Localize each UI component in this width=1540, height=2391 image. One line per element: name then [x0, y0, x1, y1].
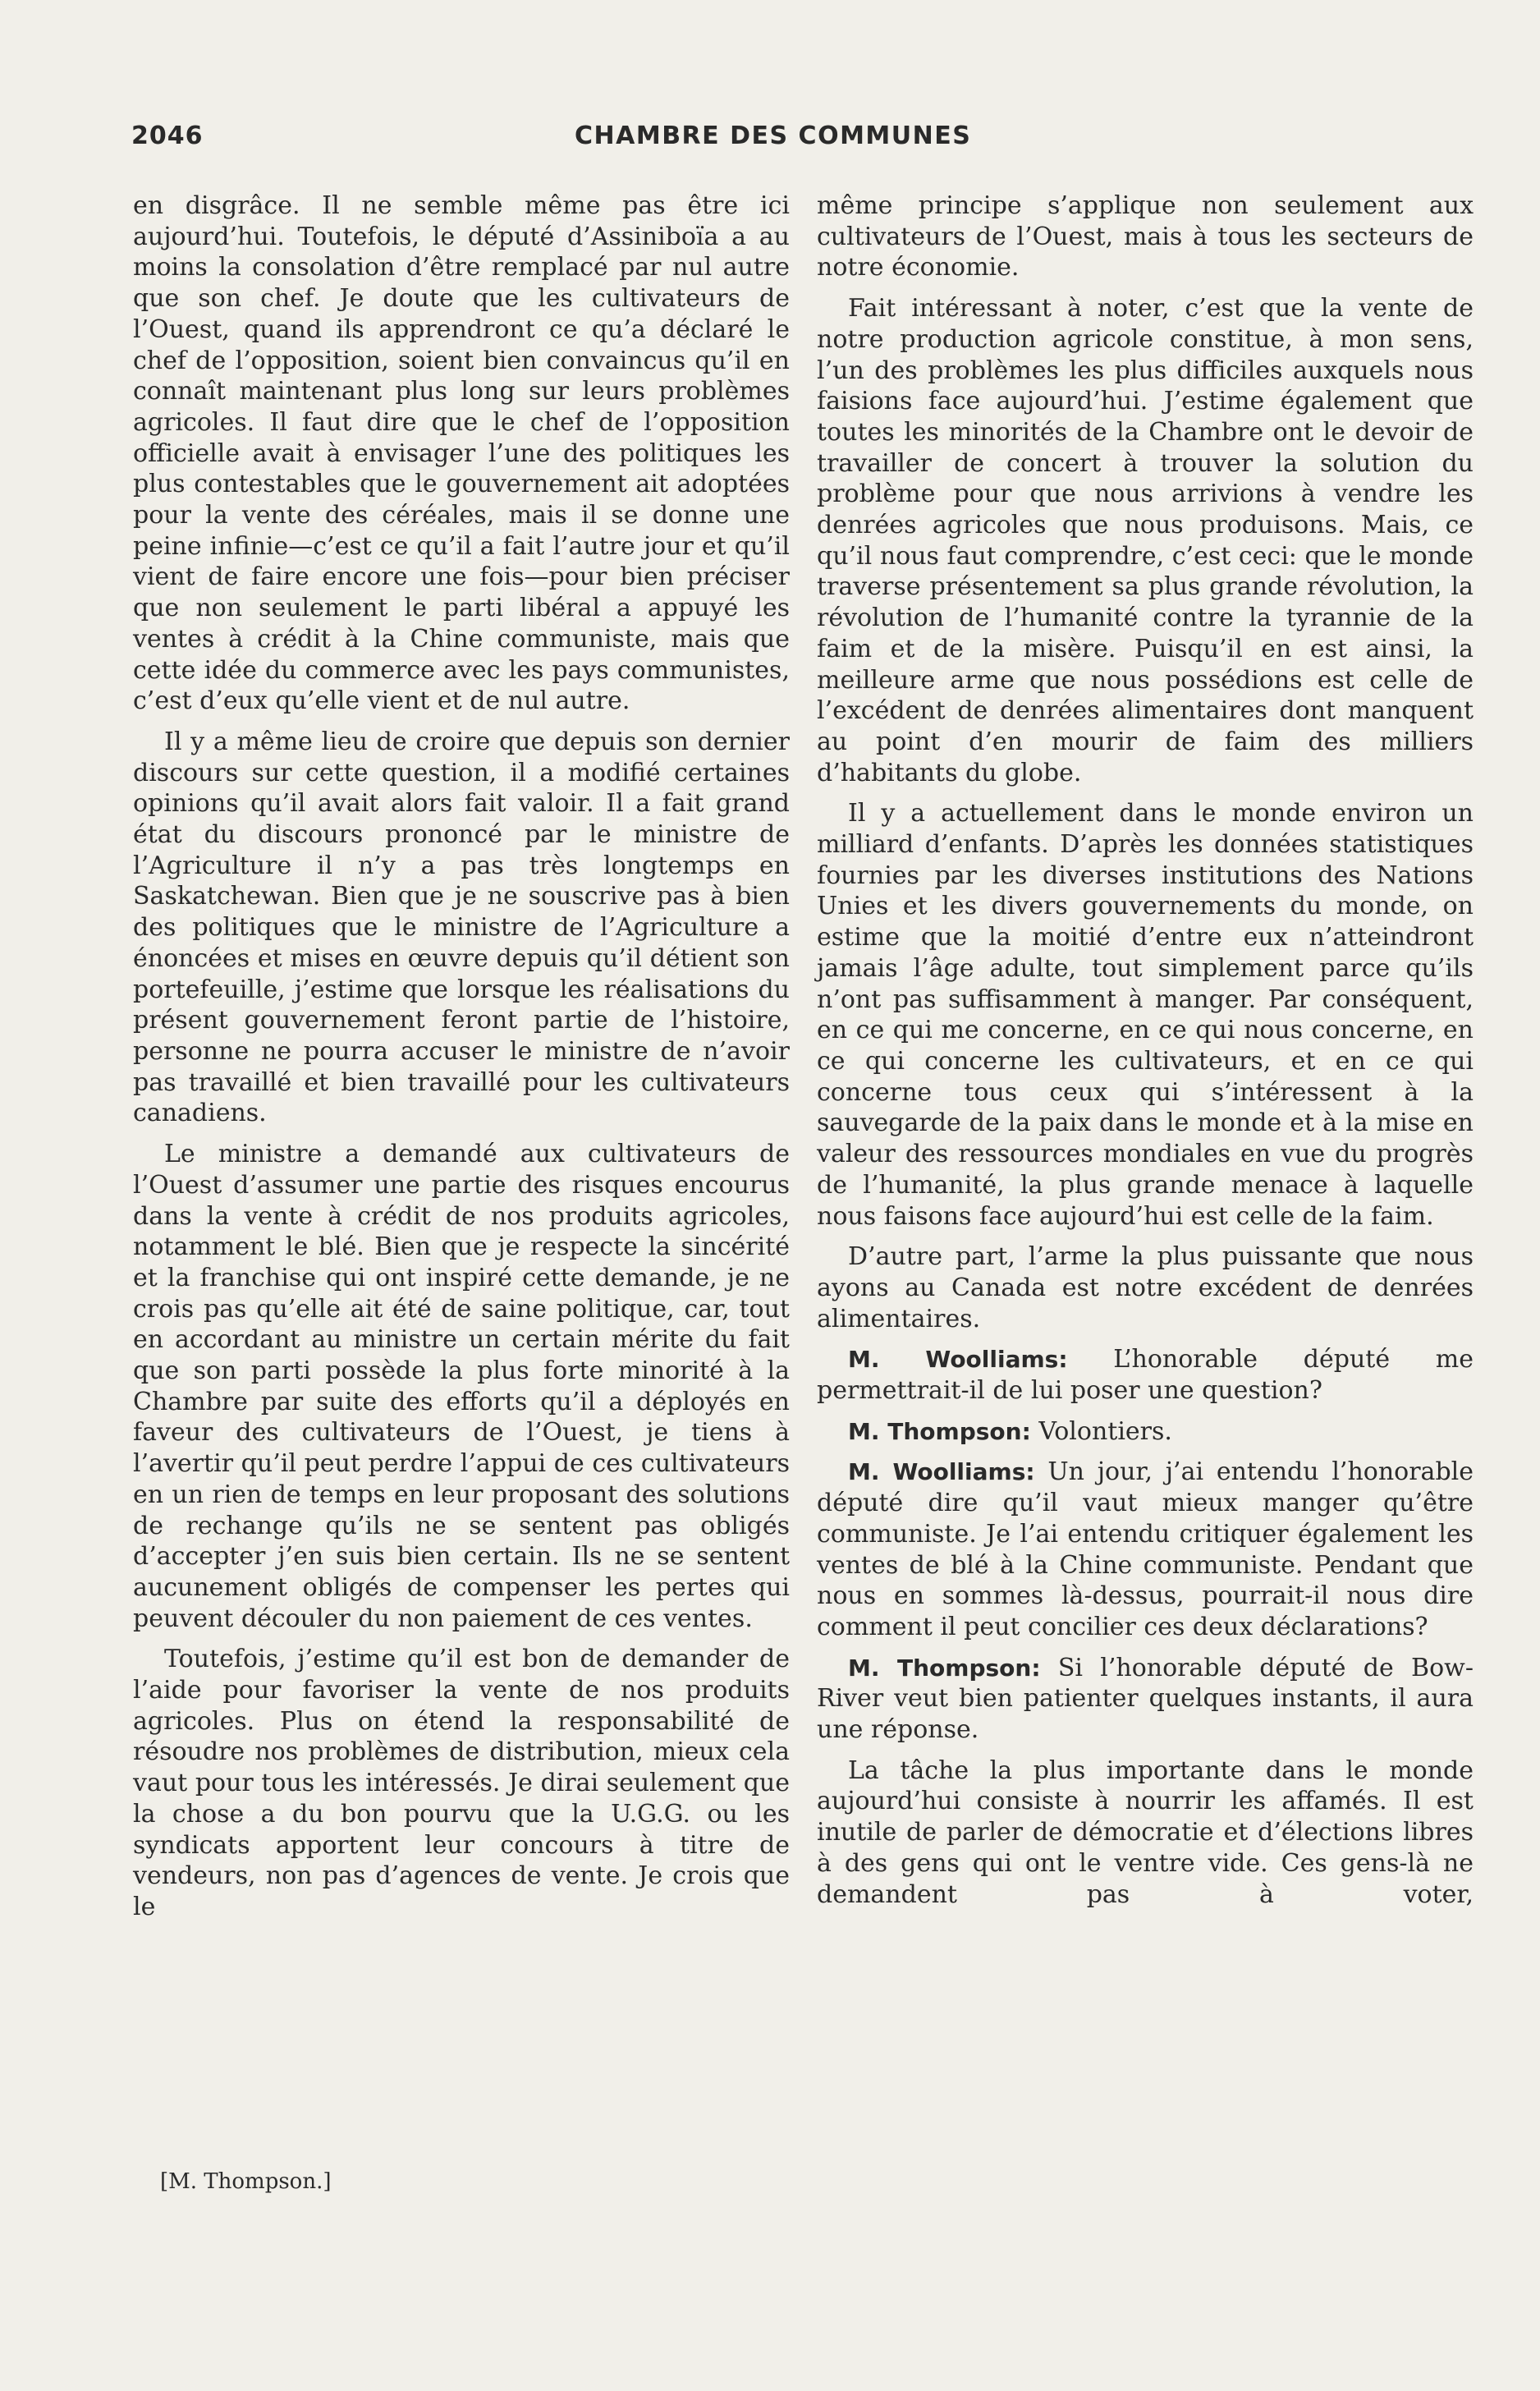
speech-text: L’honorable député me permettrait-il de lui poser une question? — [817, 1345, 1474, 1406]
speech-text: Si l’honorable député de Bow-River veut bien patienter quelques instants, il aura une réponse. — [817, 1653, 1474, 1745]
speaker-name: M. Woolliams: — [848, 1458, 1035, 1486]
paragraph: Il y a actuellement dans le monde environ un milliard d’enfants. D’après les données statistiques fournies par les diverses institutions des Nations Unies et les divers gouvernements du monde, on estime que la moitié d’entre eux n’atteindront jamais l’âge adulte, tout simplement parce qu’ils n’ont pas suffisamment à manger. Par conséquent, en ce qui me concerne, en ce qui nous concerne, en ce qui concerne les cultivateurs, et en ce qui concerne tous ceux qui s’intéressent à la sauvegarde de la paix dans le monde et à la mise en valeur des ressources mondiales en vue du progrès de l’humanité, la plus grande menace à laquelle nous faisons face aujourd’hui est celle de la faim. — [817, 799, 1474, 1231]
speech-turn — [817, 1457, 1474, 1642]
page-header — [131, 122, 1486, 163]
speech-turn — [817, 1416, 1474, 1448]
paragraph: Toutefois, j’estime qu’il est bon de demander de l’aide pour favoriser la vente de nos produits agricoles. Plus on étend la responsabilité de résoudre nos problèmes de distribution, mieux cela vaut pour tous les intéressés. Je dirai seulement que la chose a du bon pourvu que la U.G.G. ou les syndicats apportent leur concours à titre de vendeurs, non pas d’agences de vente. Je crois que le — [133, 1645, 790, 1921]
paragraph: en disgrâce. Il ne semble même pas être ici aujourd’hui. Toutefois, le député d’Assiniboïa a au moins la consolation d’être remplacé par nul autre que son chef. Je doute que les cultivateurs de l’Ouest, quand ils apprendront ce qu’a déclaré le chef de l’opposition, soient bien convaincus qu’il en connaît maintenant plus long sur leurs problèmes agricoles. Il faut dire que le chef de l’opposition officielle avait à envisager l’une des politiques les plus contestables que le gouvernement ait adoptées pour la vente des céréales, mais il se donne une peine infinie—c’est ce qu’il a fait l’autre jour et qu’il vient de faire encore une fois—pour bien préciser que non seulement le parti libéral a appuyé les ventes à crédit à la Chine communiste, mais que cette idée du commerce avec les pays communistes, c’est d’eux qu’elle vient et de nul autre. — [133, 191, 790, 716]
speech-turn — [817, 1653, 1474, 1746]
speech-text: Volontiers. — [1030, 1416, 1172, 1446]
paragraph: Le ministre a demandé aux cultivateurs de l’Ouest d’assumer une partie des risques encourus dans la vente à crédit de nos produits agricoles, notamment le blé. Bien que je respecte la sincérité et la franchise qui ont inspiré cette demande, je ne crois pas qu’elle ait été de saine politique, car, tout en accordant au ministre un certain mérite du fait que son parti possède la plus forte minorité à la Chambre par suite des efforts qu’il a déployés en faveur des cultivateurs de l’Ouest, je tiens à l’avertir qu’il peut perdre l’appui de ces cultivateurs en un rien de temps en leur proposant des solutions de rechange qu’ils ne se sentent pas obligés d’accepter j’en suis bien certain. Ils ne se sentent aucunement obligés de compenser les pertes qui peuvent découler du non paiement de ces ventes. — [133, 1140, 790, 1633]
paragraph: même principe s’applique non seulement aux cultivateurs de l’Ouest, mais à tous les secteurs de notre économie. — [817, 191, 1474, 282]
left-column — [133, 190, 790, 1933]
paragraph: D’autre part, l’arme la plus puissante que nous ayons au Canada est notre excédent de denrées alimentaires. — [817, 1242, 1474, 1333]
right-column — [817, 190, 1474, 1920]
running-head: CHAMBRE DES COMMUNES — [575, 122, 972, 150]
paragraph: Fait intéressant à noter, c’est que la vente de notre production agricole constitue, à mon sens, l’un des problèmes les plus difficiles auxquels nous faisions face aujourd’hui. J’estime également que toutes les minorités de la Chambre ont le devoir de travailler de concert à trouver la solution du problème pour que nous arrivions à vendre les denrées agricoles que nous produisons. Mais, ce qu’il nous faut comprendre, c’est ceci: que le monde traverse présentement sa plus grande révolution, la révolution de l’humanité contre la tyrannie de la faim et de la misère. Puisqu’il en est ainsi, la meilleure arme que nous possédions est celle de l’excédent de denrées alimentaires dont manquent au point d’en mourir de faim des milliers d’habitants du globe. — [817, 294, 1474, 787]
speaker-attribution: [M. Thompson.] — [160, 2169, 332, 2194]
speech-text: Un jour, j’ai entendu l’honorable député dire qu’il vaut mieux manger qu’être communiste. Je l’ai entendu critiquer également les ventes de blé à la Chine communiste. Pendant que nous en sommes là-dessus, pourrait-il nous dire comment il peut concilier ces deux déclarations? — [817, 1457, 1474, 1641]
speaker-name: M. Thompson: — [848, 1417, 1031, 1445]
paragraph: La tâche la plus importante dans le monde aujourd’hui consiste à nourrir les affamés. Il est inutile de parler de démocratie et d’élections libres à des gens qui ont le ventre vide. Ces gens-là ne demandent pas à voter, — [817, 1755, 1474, 1909]
speaker-name: M. Thompson: — [848, 1654, 1041, 1682]
speaker-name: M. Woolliams: — [848, 1346, 1068, 1374]
page-number: 2046 — [131, 122, 204, 150]
paragraph: Il y a même lieu de croire que depuis son dernier discours sur cette question, il a modifié certaines opinions qu’il avait alors fait valoir. Il a fait grand état du discours prononcé par le ministre de l’Agriculture il n’y a pas très longtemps en Saskatchewan. Bien que je ne souscrive pas à bien des politiques que le ministre de l’Agriculture a énoncées et mises en œuvre depuis qu’il détient son portefeuille, j’estime que lorsque les réalisations du présent gouvernement feront partie de l’histoire, personne ne pourra accuser le ministre de n’avoir pas travaillé et bien travaillé pour les cultivateurs canadiens. — [133, 727, 790, 1128]
speech-turn — [817, 1344, 1474, 1406]
